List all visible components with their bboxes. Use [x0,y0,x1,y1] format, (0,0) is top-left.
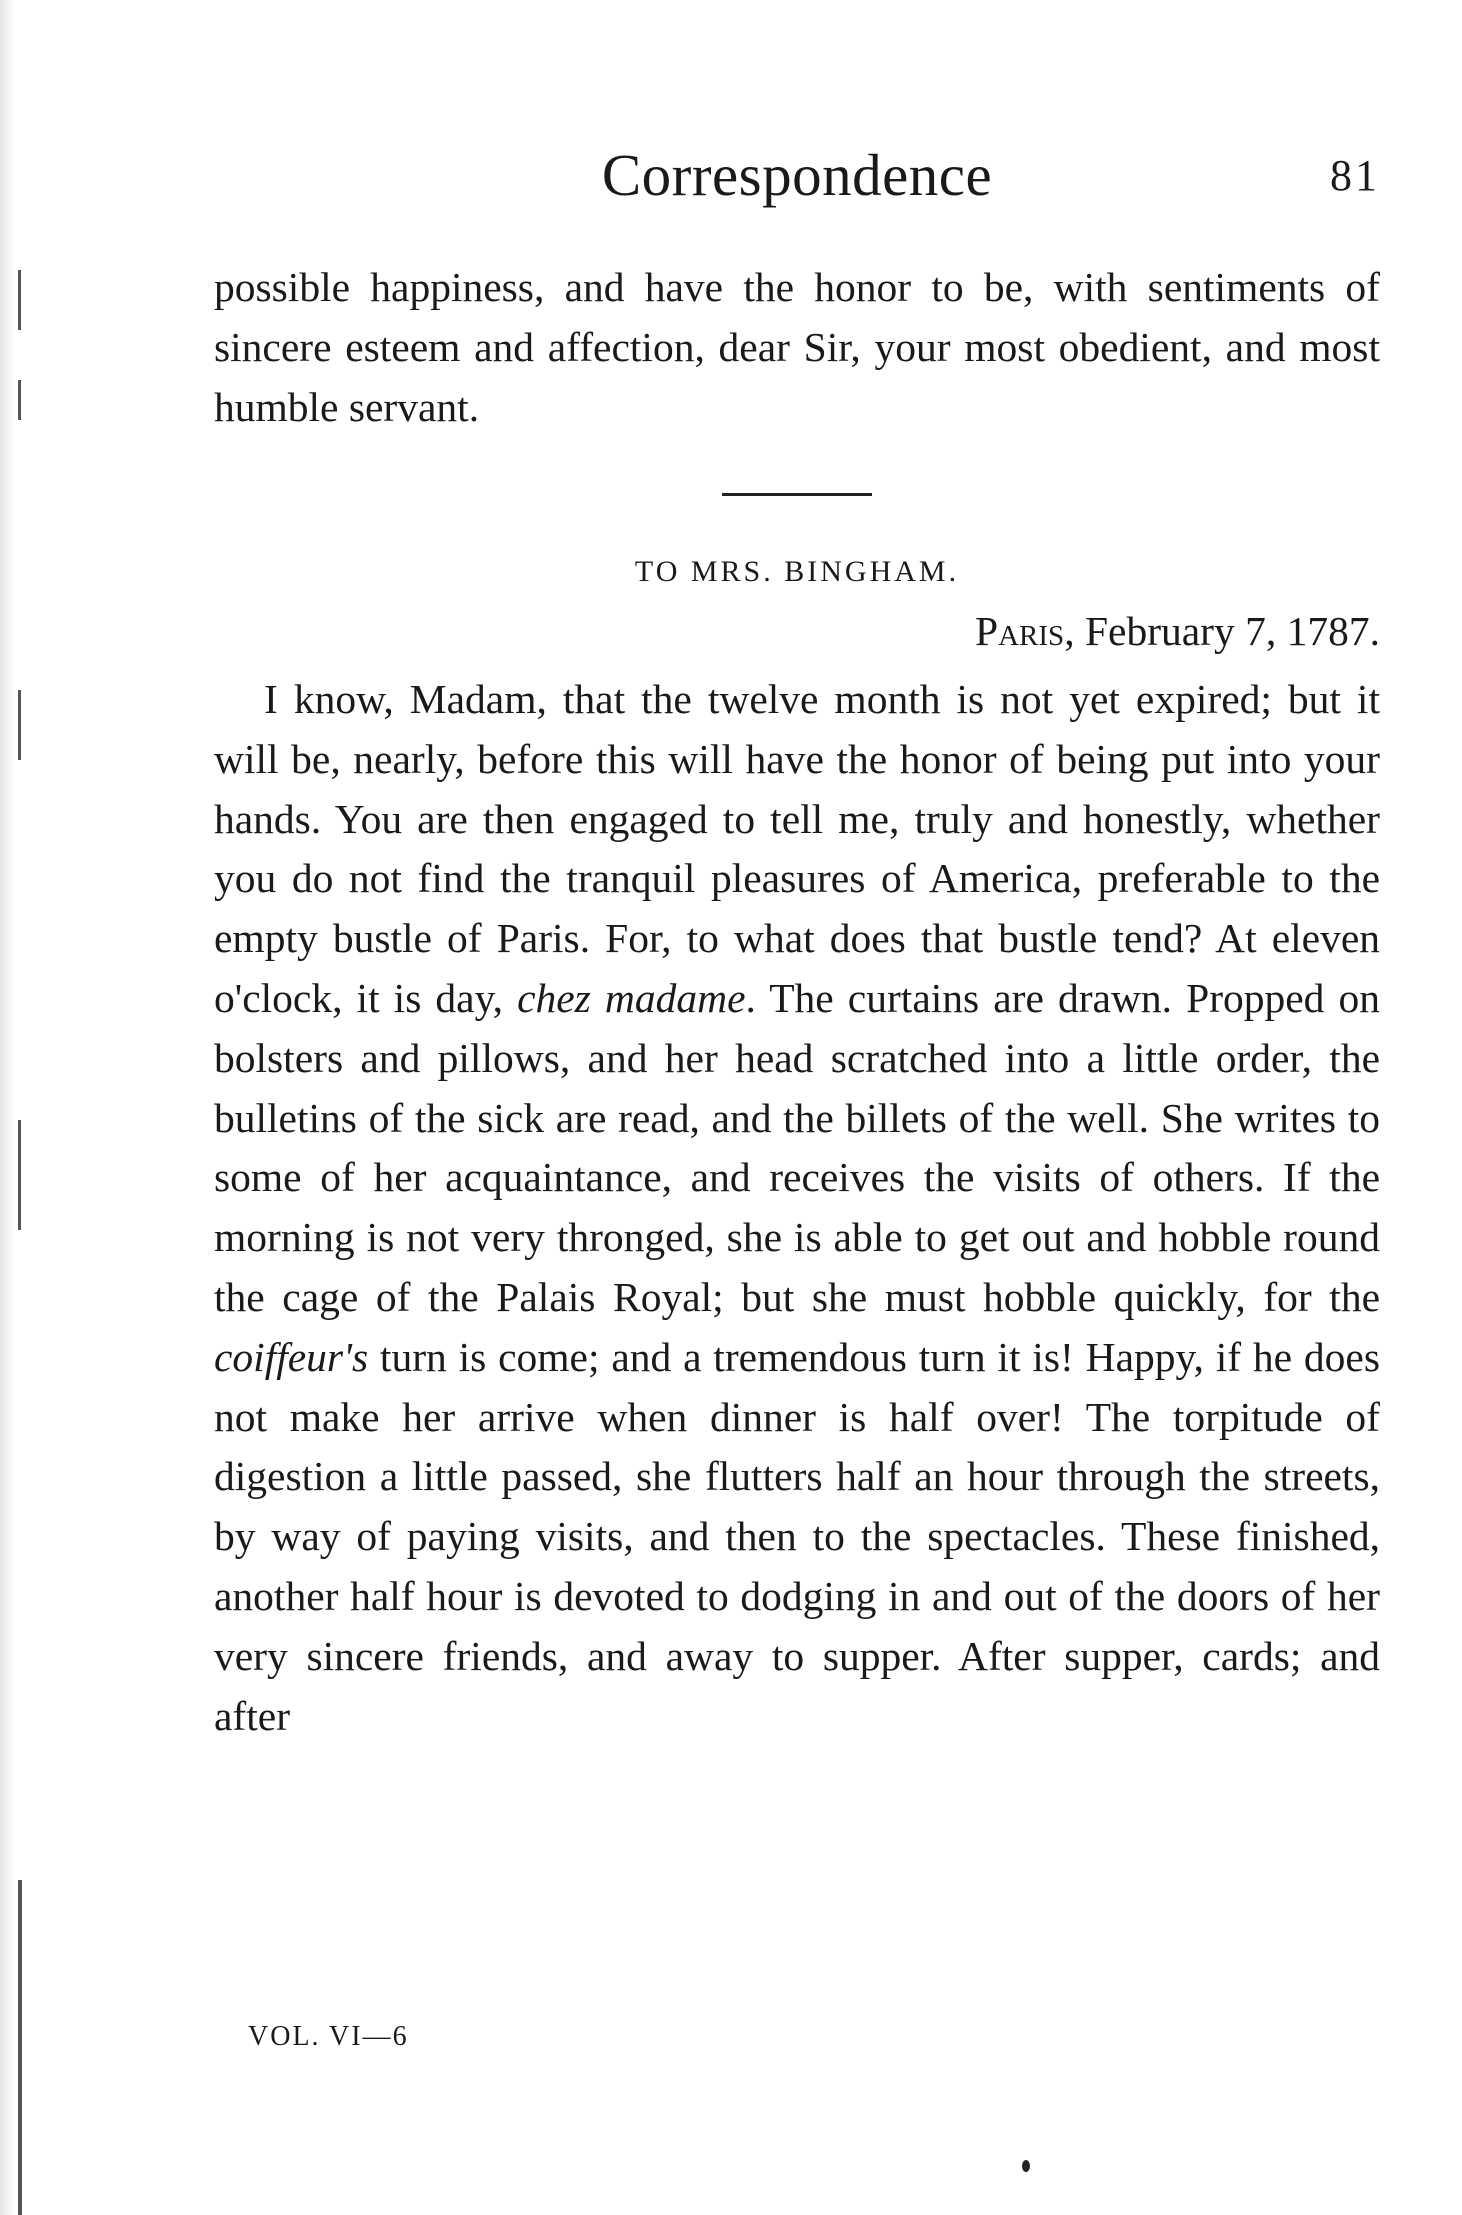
ink-dot [1022,2160,1030,2172]
binding-mark [18,1120,21,1230]
binding-mark [18,690,21,760]
letter-heading: TO MRS. BINGHAM. [634,555,960,588]
letter-text-2: . The curtains are drawn. Propped on bolsters and pillows, and her head scratched into a little order, the bulletins of the sick are read, and the billets of the well. She writes to some of her acquaintance, and receives the visits of others. If the morning is not very thronged, she is able to get out and hobble round the cage of the Palais Royal; but she must hobble quickly, for the [214,974,1381,1320]
letter-text-3: turn is come; and a tremendous turn it is! Happy, if he does not make her arrive when dinner is half over! The torpitude of digestion a little passed, she flutters half an hour through the streets, by way of paying visits, and then to the spectacles. These finished, another half hour is devoted to dodging in and out of the doors of her very sincere friends, and away to supper. After supper, cards; and after [214,1333,1380,1739]
binding-edge [0,0,14,2215]
letter-body [214,670,1380,1746]
section-rule [722,493,872,496]
running-title: Correspondence [601,142,993,208]
running-head [214,135,1380,215]
binding-mark [18,270,21,330]
binding-mark [18,380,21,420]
letter-dateline [975,600,1380,662]
letter-place: Paris [975,608,1065,654]
binding-mark [18,1880,22,2215]
closing-paragraph [214,258,1380,437]
closing-paragraph-text: possible happiness, and have the honor to be, with sentiments of sincere esteem and affection, dear Sir, your most obedient, and most humble servant. [214,264,1380,430]
volume-signature: VOL. VI—6 [248,2021,409,2052]
page-number: 81 [1330,151,1380,200]
letter-date: , February 7, 1787. [1064,608,1380,654]
letter-paragraph [214,670,1380,1746]
letter-emphasis-2: coiffeur's [214,1333,369,1380]
letter-text-1: I know, Madam, that the twelve month is not yet expired; but it will be, nearly, before this will have the honor of being put into your hands. You are then engaged to tell me, truly and honestly, whether you do not find the tranquil pleasures of America, preferable to the empty bustle of Paris. For, to what does that bustle tend? At eleven o'clock, it is day, [214,676,1380,1021]
letter-emphasis-1: chez madame [517,974,746,1021]
